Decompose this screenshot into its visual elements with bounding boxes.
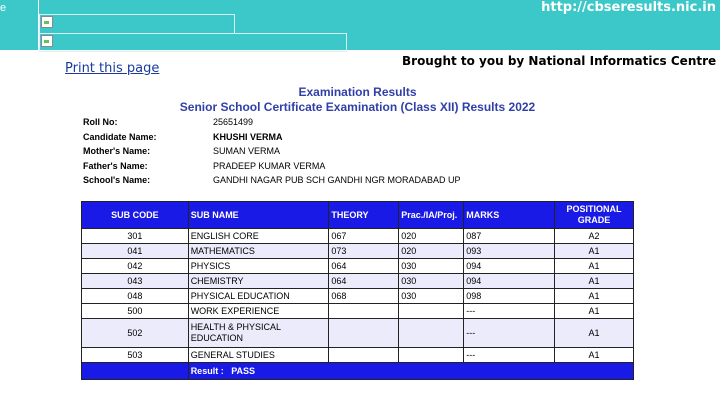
cell-name: ENGLISH CORE <box>188 229 329 244</box>
result-label: Result : <box>190 366 224 376</box>
table-row <box>82 229 634 244</box>
cell-prac: 020 <box>399 229 464 244</box>
cell-theory: 067 <box>329 229 399 244</box>
result-cell <box>188 363 633 380</box>
info-father-name <box>83 159 461 174</box>
cell-grade: A1 <box>555 244 634 259</box>
cell-prac: 020 <box>399 244 464 259</box>
table-row <box>82 304 634 319</box>
cell-grade: A1 <box>555 274 634 289</box>
info-value: 25651499 <box>213 117 254 127</box>
table-row <box>82 274 634 289</box>
logo-box <box>0 0 39 50</box>
header-grade-line2: GRADE <box>577 215 611 225</box>
header-sub-code: SUB CODE <box>82 202 189 229</box>
table-row <box>82 319 634 348</box>
cell-code: 500 <box>82 304 189 319</box>
cell-code: 503 <box>82 348 189 363</box>
cell-name: GENERAL STUDIES <box>188 348 329 363</box>
cell-name: PHYSICS <box>188 259 329 274</box>
info-value: KHUSHI VERMA <box>213 131 283 142</box>
site-url[interactable]: http://cbseresults.nic.in <box>541 0 716 15</box>
cell-theory <box>329 348 399 363</box>
cell-prac <box>399 319 464 348</box>
cell-theory: 073 <box>329 244 399 259</box>
cell-code: 502 <box>82 319 189 348</box>
table-row <box>82 348 634 363</box>
info-candidate-name <box>83 130 461 145</box>
cell-marks: 094 <box>464 259 555 274</box>
cell-prac <box>399 348 464 363</box>
cell-prac: 030 <box>399 259 464 274</box>
cell-theory: 064 <box>329 274 399 289</box>
cell-theory <box>329 319 399 348</box>
header-theory: THEORY <box>329 202 399 229</box>
info-value: GANDHI NAGAR PUB SCH GANDHI NGR MORADABAD UP <box>213 175 461 185</box>
cell-prac: 030 <box>399 289 464 304</box>
info-value: PRADEEP KUMAR VERMA <box>213 160 326 171</box>
cell-grade: A1 <box>555 259 634 274</box>
result-spacer <box>82 363 189 380</box>
cell-grade: A1 <box>555 319 634 348</box>
cell-name: MATHEMATICS <box>188 244 329 259</box>
student-info <box>83 115 461 188</box>
info-label: School's Name: <box>83 175 151 185</box>
info-label: Candidate Name: <box>83 131 157 142</box>
info-value: SUMAN VERMA <box>213 146 281 156</box>
header-grade-line1: POSITIONAL <box>566 204 622 214</box>
info-school-name <box>83 173 461 188</box>
header-sub-name: SUB NAME <box>188 202 329 229</box>
cell-grade: A1 <box>555 289 634 304</box>
header-banner <box>0 0 720 50</box>
marks-table <box>81 201 634 380</box>
cell-theory <box>329 304 399 319</box>
nic-credit: Brought to you by National Informatics Centre <box>402 54 717 68</box>
info-label: Roll No: <box>83 117 118 127</box>
cell-name: PHYSICAL EDUCATION <box>188 289 329 304</box>
cell-grade: A1 <box>555 348 634 363</box>
cell-theory: 068 <box>329 289 399 304</box>
header-prac: Prac./IA/Proj. <box>399 202 464 229</box>
table-row <box>82 289 634 304</box>
header-grade <box>555 202 634 229</box>
broken-image-icon <box>39 14 235 34</box>
cell-code: 301 <box>82 229 189 244</box>
cell-prac <box>399 304 464 319</box>
cell-code: 042 <box>82 259 189 274</box>
cell-name: HEALTH & PHYSICAL EDUCATION <box>188 319 329 348</box>
info-roll-no <box>83 115 461 130</box>
info-label: Mother's Name: <box>83 146 151 156</box>
cell-name: WORK EXPERIENCE <box>188 304 329 319</box>
cell-marks: 098 <box>464 289 555 304</box>
result-row <box>82 363 634 380</box>
cell-marks: --- <box>464 304 555 319</box>
cell-code: 048 <box>82 289 189 304</box>
cell-marks: --- <box>464 348 555 363</box>
print-page-link[interactable]: Print this page <box>65 61 160 76</box>
table-row <box>82 244 634 259</box>
broken-image-icon <box>39 33 347 52</box>
cell-marks: 094 <box>464 274 555 289</box>
exam-title: Examination Results <box>298 85 417 99</box>
cell-grade: A2 <box>555 229 634 244</box>
cell-name: CHEMISTRY <box>188 274 329 289</box>
cell-marks: 093 <box>464 244 555 259</box>
cell-prac: 030 <box>399 274 464 289</box>
logo-glyph: e <box>0 2 7 14</box>
cell-marks: 087 <box>464 229 555 244</box>
info-mother-name <box>83 144 461 159</box>
cell-code: 043 <box>82 274 189 289</box>
header-marks: MARKS <box>464 202 555 229</box>
table-row <box>82 259 634 274</box>
table-header-row <box>82 202 634 229</box>
result-value: PASS <box>231 366 256 376</box>
cell-grade: A1 <box>555 304 634 319</box>
cell-theory: 064 <box>329 259 399 274</box>
info-label: Father's Name: <box>83 160 148 171</box>
cell-marks: --- <box>464 319 555 348</box>
exam-subtitle: Senior School Certificate Examination (Class XII) Results 2022 <box>179 100 536 114</box>
cell-code: 041 <box>82 244 189 259</box>
